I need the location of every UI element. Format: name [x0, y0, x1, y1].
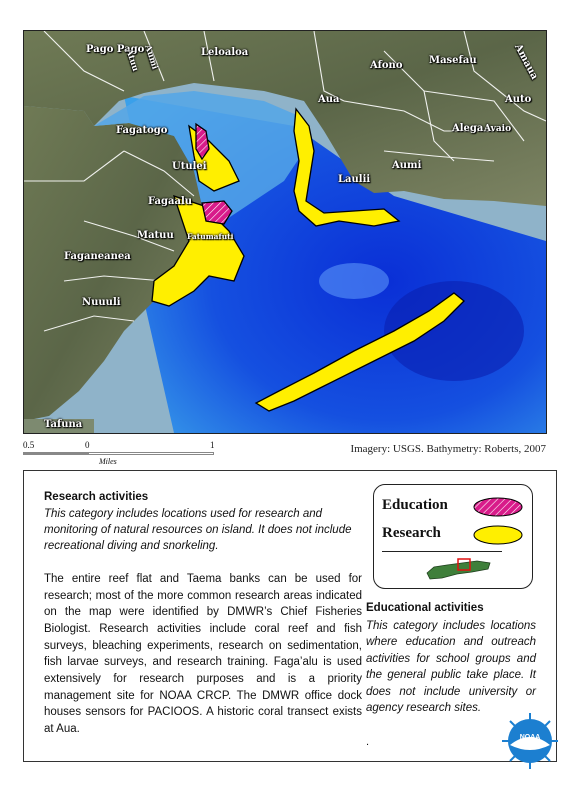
info-panel: [23, 470, 557, 762]
scale-tick-half: 0.5: [23, 440, 35, 450]
map-label-laulii: Laulii: [338, 174, 371, 185]
scale-bar-segment-left: [23, 452, 88, 455]
map-label-nuuuli: Nuuuli: [82, 297, 121, 308]
map-label-aumi-north: Aumi: [142, 43, 160, 71]
map-label-faganeanea: Faganeanea: [64, 251, 131, 262]
map-label-avaio: Avaio: [484, 124, 512, 134]
research-title: Research activities: [44, 491, 149, 503]
legend-education-swatch: [472, 496, 524, 518]
imagery-credit: Imagery: USGS. Bathymetry: Roberts, 2007: [350, 443, 546, 455]
map-label-amaua: Amaua: [512, 42, 540, 82]
education-title: Educational activities: [366, 602, 484, 614]
map-label-tafuna: Tafuna: [44, 419, 83, 430]
education-description: This category includes locations where education and outreach activities for school groups and the general public take place. It does not include university or agency research sites.: [366, 620, 536, 715]
map-label-aumi: Aumi: [392, 160, 422, 171]
legend-research-swatch: [472, 524, 524, 546]
map-panel: [23, 30, 547, 434]
scale-unit: Miles: [99, 457, 117, 466]
map-label-fatumafuti: Fatumafuti: [187, 232, 234, 241]
map-label-alega: Alega: [452, 123, 484, 134]
noaa-logo: [500, 711, 560, 771]
map-label-auto: Auto: [505, 94, 532, 105]
noaa-logo-text: NOAA: [519, 734, 541, 741]
scale-tick-zero: 0: [85, 440, 90, 450]
map-label-atuu: Atuu: [123, 47, 141, 73]
map-graphic: [24, 31, 546, 433]
map-label-leloaloa: Leloaloa: [201, 47, 249, 58]
map-legend: [373, 484, 533, 589]
map-label-aua: Aua: [318, 94, 340, 105]
trailing-dot: .: [366, 736, 370, 748]
map-label-afono: Afono: [370, 60, 403, 71]
map-label-utulei: Utulei: [172, 161, 207, 172]
locator-inset-map: [422, 553, 497, 583]
scale-bar-segment-right: [88, 452, 214, 455]
map-label-fagaalu: Fagaalu: [148, 196, 193, 207]
research-body: The entire reef flat and Taema banks can be used for research; most of the more common research areas indicated on the map were identified by DMWR’s Chief Fisheries Biologist. Research activities include coral reef and fish surveys, bleaching experiments, research on sedimentation, fish larvae surveys, and research training. Faga’alu is used extensively for research purposes and is a priority management site for NOAA CRCP. The DMWR office dock houses sensors for PACIOOS. A historic coral transect exists at Aua.: [44, 573, 362, 736]
scale-bar: [23, 440, 223, 470]
map-label-pago-pago: Pago Pago: [86, 44, 145, 55]
map-label-matuu: Matuu: [137, 230, 174, 241]
scale-tick-one: 1: [210, 440, 215, 450]
legend-education-label: Education: [382, 497, 448, 513]
map-label-fagatogo: Fagatogo: [116, 125, 168, 136]
research-description: This category includes locations used for research and monitoring of natural resources on island. It does not include recreational diving and snorkeling.: [44, 508, 352, 553]
legend-research-label: Research: [382, 525, 441, 541]
map-label-masefau: Masefau: [429, 55, 477, 66]
legend-divider: [382, 551, 502, 552]
